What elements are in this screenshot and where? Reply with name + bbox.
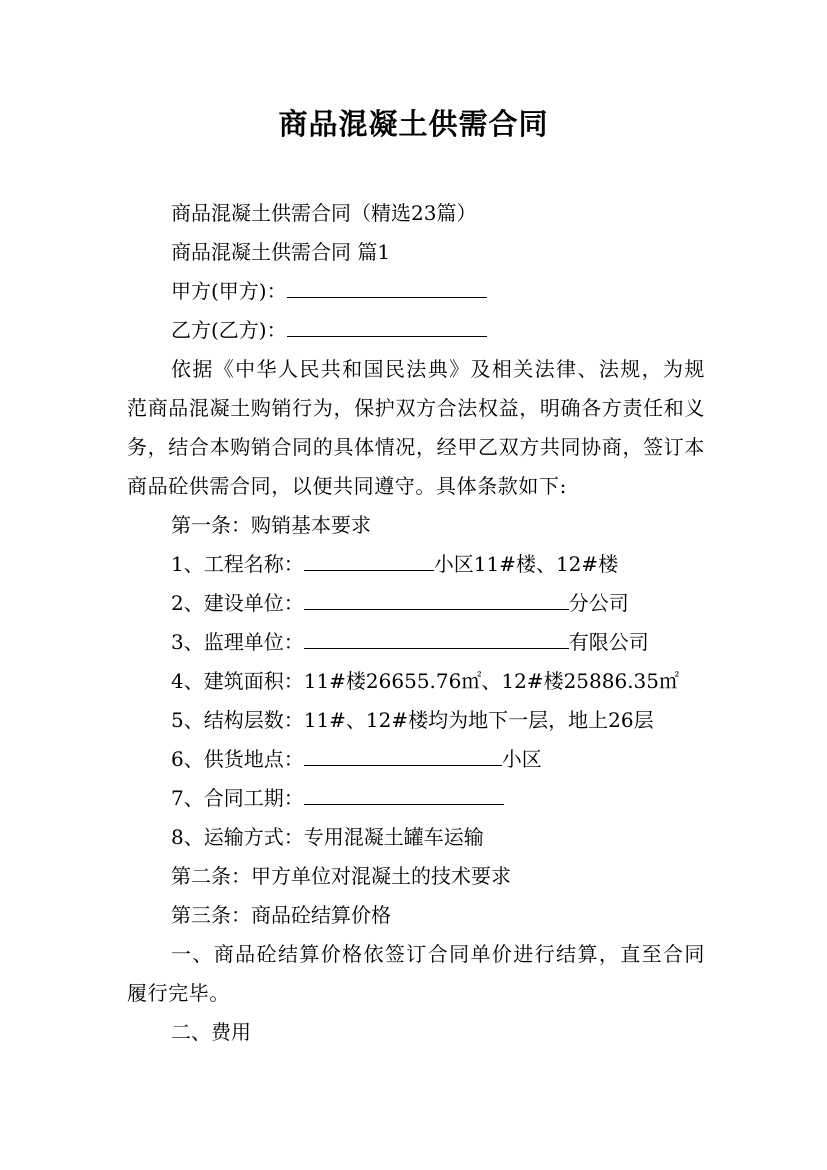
item-supervisor [127, 623, 705, 662]
item-building-area: 4、建筑面积：11#楼26655.76㎡、12#楼25886.35㎡ [171, 669, 679, 693]
item-delivery-location [127, 740, 705, 779]
fees-heading: 二、费用 [171, 1020, 251, 1044]
party-a-line [127, 272, 705, 311]
party-a-label: 甲方(甲方)： [171, 279, 287, 303]
intro-paragraph: 依据《中华人民共和国民法典》及相关法律、法规，为规范商品混凝土购销行为，保护双方合法权益，明确各方责任和义务，结合本购销合同的具体情况，经甲乙双方共同协商，签订本商品砼供需合同，以便共同遵守。具体条款如下: [127, 357, 705, 498]
delivery-suffix: 小区 [501, 747, 542, 771]
article-3-heading: 第三条：商品砼结算价格 [171, 903, 391, 927]
party-b-line [127, 311, 705, 350]
delivery-label: 6、供货地点： [171, 747, 304, 771]
supervisor-suffix: 有限公司 [568, 630, 649, 654]
article-2-heading: 第二条：甲方单位对混凝土的技术要求 [171, 864, 511, 888]
contract-subtitle: 商品混凝土供需合同（精选23篇） [171, 201, 477, 225]
party-a-blank [287, 275, 487, 298]
period-label: 7、合同工期： [171, 786, 304, 810]
item-transport: 8、运输方式：专用混凝土罐车运输 [171, 825, 484, 849]
party-b-blank [287, 314, 487, 337]
supervisor-blank [304, 626, 569, 649]
project-name-suffix: 小区11#楼、12#楼 [433, 552, 619, 576]
builder-label: 2、建设单位： [171, 591, 304, 615]
party-b-label: 乙方(乙方)： [171, 318, 287, 342]
supervisor-label: 3、监理单位： [171, 630, 304, 654]
project-name-blank [304, 548, 434, 571]
delivery-blank [304, 743, 502, 766]
article-1-heading: 第一条：购销基本要求 [171, 513, 371, 537]
item-builder [127, 584, 705, 623]
document-body [127, 194, 705, 1052]
settlement-paragraph: 一、商品砼结算价格依签订合同单价进行结算，直至合同履行完毕。 [127, 942, 705, 1005]
period-blank [304, 782, 504, 805]
item-project-name [127, 545, 705, 584]
project-name-label: 1、工程名称： [171, 552, 304, 576]
contract-section-heading: 商品混凝土供需合同 篇1 [171, 240, 391, 264]
document-title: 商品混凝土供需合同 [278, 107, 549, 141]
builder-suffix: 分公司 [568, 591, 629, 615]
builder-blank [304, 587, 569, 610]
item-floors: 5、结构层数：11#、12#楼均为地下一层，地上26层 [171, 708, 654, 732]
item-contract-period [127, 779, 705, 818]
